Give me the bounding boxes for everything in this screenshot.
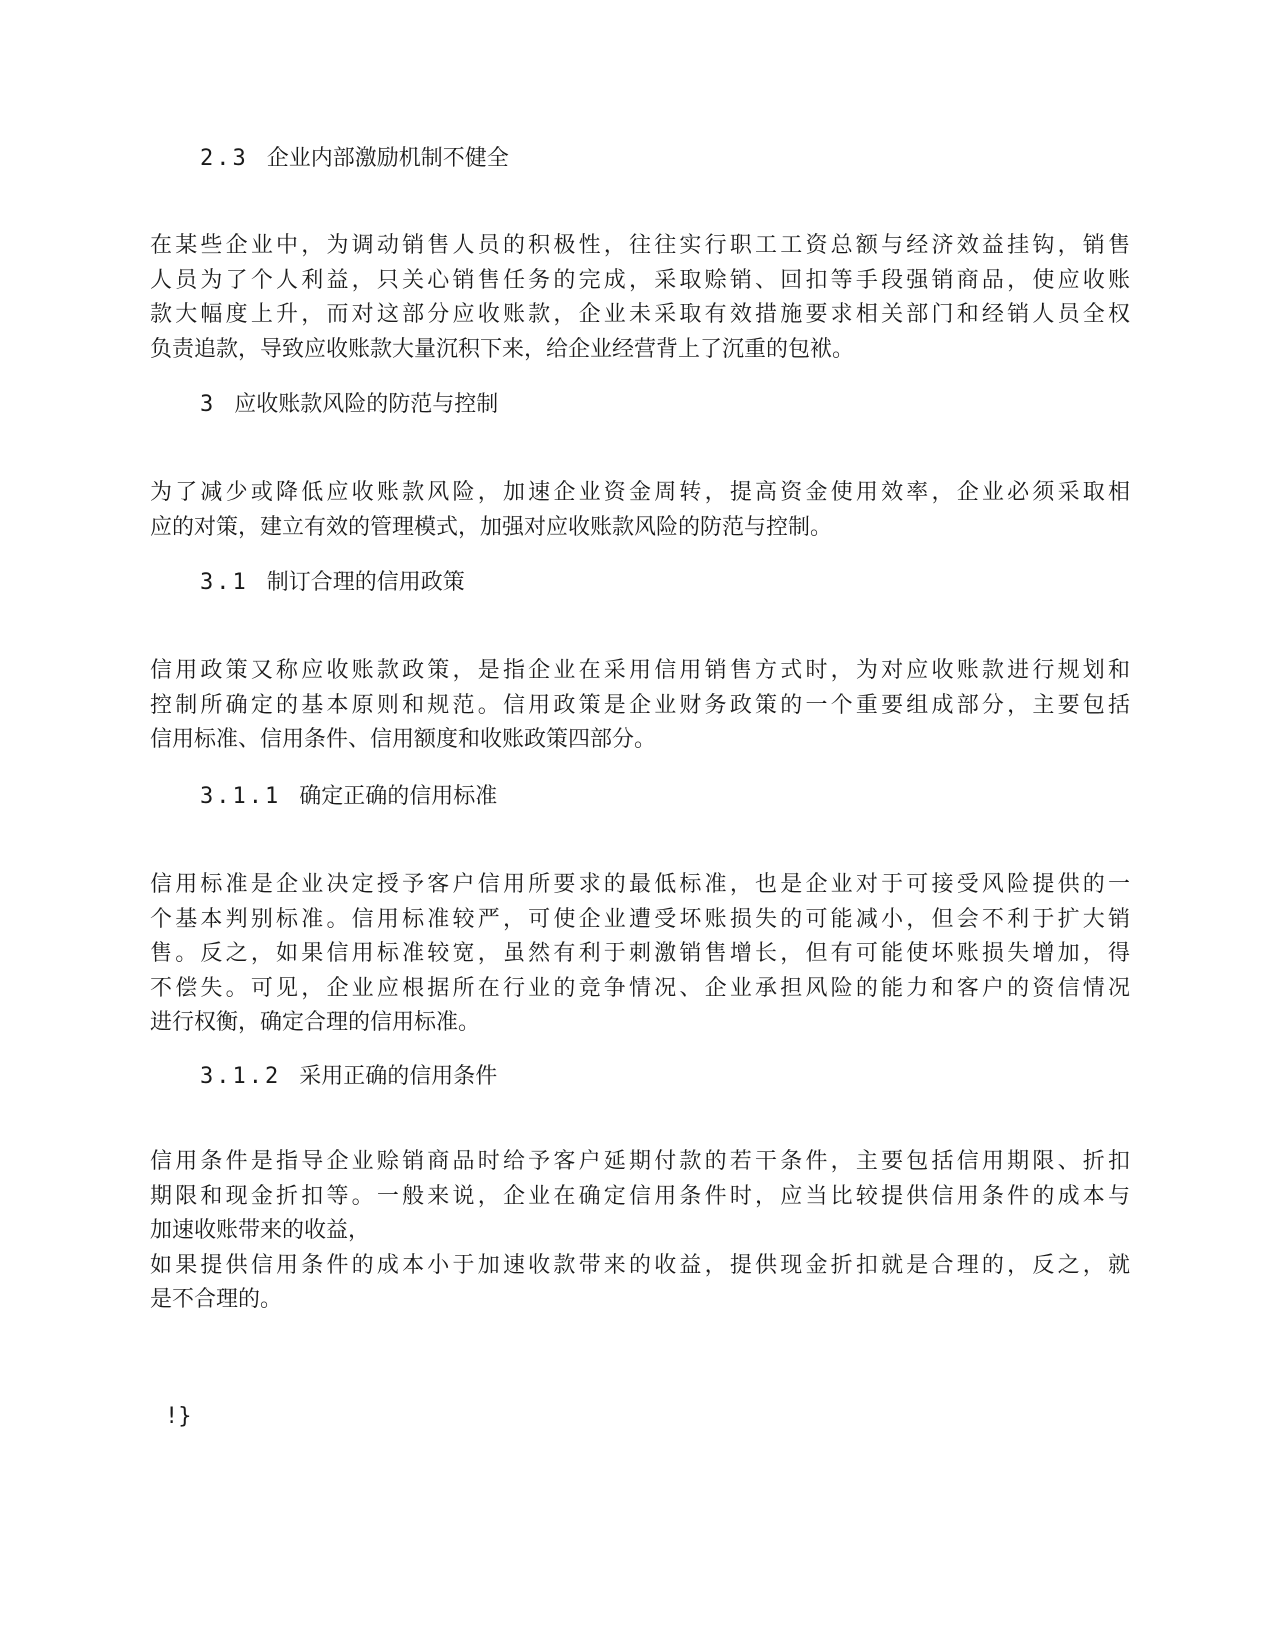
section-number: 3 [200, 392, 217, 417]
section-heading-3-1 [200, 566, 465, 600]
text-line: 控制所确定的基本原则和规范。信用政策是企业财务政策的一个重要组成部分，主要包括 [150, 692, 1130, 718]
section-heading-3-1-2 [200, 1060, 497, 1094]
text-line: 应的对策，建立有效的管理模式，加强对应收账款风险的防范与控制。 [150, 514, 833, 540]
section-number: 3.1.1 [200, 784, 282, 809]
paragraph-credit-terms [150, 1145, 1130, 1318]
text-line: 不偿失。可见，企业应根据所在行业的竞争情况、企业承担风险的能力和客户的资信情况 [150, 975, 1130, 1001]
text-line: 信用标准是企业决定授予客户信用所要求的最低标准，也是企业对于可接受风险提供的一 [150, 872, 1130, 897]
text-line: 款大幅度上升，而对这部分应收账款，企业未采取有效措施要求相关部门和经销人员全权 [150, 302, 1130, 327]
section-title: 企业内部激励机制不健全 [266, 146, 509, 171]
text-line: 负责追款，导致应收账款大量沉积下来，给企业经营背上了沉重的包袱。 [150, 336, 855, 362]
text-line: 期限和现金折扣等。一般来说，企业在确定信用条件时，应当比较提供信用条件的成本与 [150, 1183, 1130, 1209]
text-line: 人员为了个人利益，只关心销售任务的完成，采取赊销、回扣等手段强销商品，使应收账 [150, 267, 1130, 293]
paragraph-credit-policy [150, 654, 1130, 758]
trailing-fragment: !} [165, 1404, 192, 1429]
section-heading-3 [200, 388, 498, 422]
text-line: 进行权衡，确定合理的信用标准。 [150, 1010, 481, 1035]
paragraph-prevention [150, 476, 1130, 545]
section-number: 3.1.2 [200, 1064, 282, 1089]
text-line: 如果提供信用条件的成本小于加速收款带来的收益，提供现金折扣就是合理的，反之，就 [150, 1252, 1130, 1278]
text-line: 为了减少或降低应收账款风险，加速企业资金周转，提高资金使用效率，企业必须采取相 [150, 480, 1130, 505]
section-number: 3.1 [200, 570, 249, 595]
section-title: 采用正确的信用条件 [299, 1064, 498, 1089]
text-line: 在某些企业中，为调动销售人员的积极性，往往实行职工工资总额与经济效益挂钩，销售 [150, 233, 1130, 258]
text-line: 信用条件是指导企业赊销商品时给予客户延期付款的若干条件，主要包括信用期限、折扣 [150, 1149, 1130, 1174]
section-title: 制订合理的信用政策 [266, 570, 465, 595]
text-line: 信用标准、信用条件、信用额度和收账政策四部分。 [150, 727, 657, 752]
paragraph-credit-standard [150, 868, 1130, 1041]
section-number: 2.3 [200, 146, 249, 171]
section-heading-3-1-1 [200, 780, 497, 814]
text-line: 个基本判别标准。信用标准较严，可使企业遭受坏账损失的可能减小，但会不利于扩大销 [150, 906, 1130, 932]
text-line: 信用政策又称应收账款政策，是指企业在采用信用销售方式时，为对应收账款进行规划和 [150, 658, 1130, 683]
section-title: 应收账款风险的防范与控制 [234, 392, 499, 417]
text-line: 售。反之，如果信用标准较宽，虽然有利于刺激销售增长，但有可能使坏账损失增加，得 [150, 941, 1130, 966]
text-line: 加速收账带来的收益， [150, 1218, 371, 1243]
paragraph-incentive [150, 229, 1130, 367]
section-heading-2-3 [200, 142, 509, 176]
section-title: 确定正确的信用标准 [299, 784, 498, 809]
text-line: 是不合理的。 [150, 1287, 283, 1312]
